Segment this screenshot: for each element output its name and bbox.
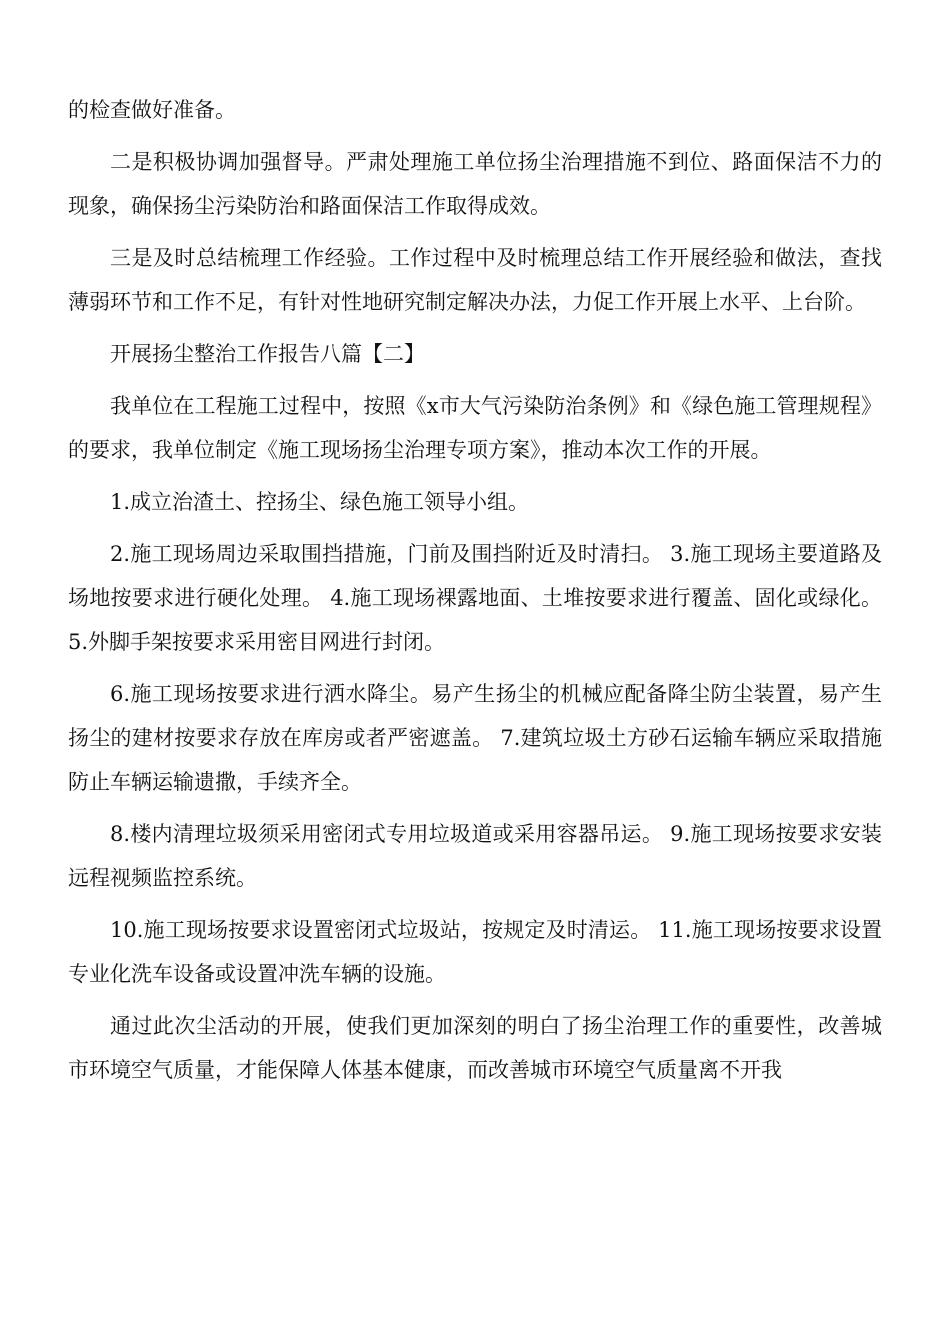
paragraph-continuation: 的检查做好准备。 <box>68 98 236 122</box>
paragraph-items-8-9: 8.楼内清理垃圾须采用密闭式专用垃圾道或采用容器吊运。 9.施工现场按要求安装远程视频监控系统。 <box>68 822 882 890</box>
paragraph-items-6-7: 6.施工现场按要求进行洒水降尘。易产生扬尘的机械应配备降尘防尘装置，易产生扬尘的建材按要求存放在库房或者严密遮盖。 7.建筑垃圾土方砂石运输车辆应采取措施防止车辆运输遗撒，手续齐全。 <box>68 682 882 794</box>
paragraph-items-2-5: 2.施工现场周边采取围挡措施，门前及围挡附近及时清扫。 3.施工现场主要道路及场地按要求进行硬化处理。 4.施工现场裸露地面、土堆按要求进行覆盖、固化或绿化。 5.外脚手架按要求采用密目网进行封闭。 <box>68 542 882 654</box>
paragraph-intro: 我单位在工程施工过程中，按照《x市大气污染防治条例》和《绿色施工管理规程》的要求，我单位制定《施工现场扬尘治理专项方案》，推动本次工作的开展。 <box>68 394 882 462</box>
section-heading: 开展扬尘整治工作报告八篇【二】 <box>110 342 425 366</box>
paragraph-point-three: 三是及时总结梳理工作经验。工作过程中及时梳理总结工作开展经验和做法，查找薄弱环节和工作不足，有针对性地研究制定解决办法，力促工作开展上水平、上台阶。 <box>68 246 882 314</box>
paragraph-point-two: 二是积极协调加强督导。严肃处理施工单位扬尘治理措施不到位、路面保洁不力的现象，确保扬尘污染防治和路面保洁工作取得成效。 <box>68 150 882 218</box>
document-body <box>68 88 882 1100</box>
paragraph-conclusion: 通过此次尘活动的开展，使我们更加深刻的明白了扬尘治理工作的重要性，改善城市环境空气质量，才能保障人体基本健康，而改善城市环境空气质量离不开我 <box>68 1014 882 1082</box>
paragraph-item-1: 1.成立治渣土、控扬尘、绿色施工领导小组。 <box>110 490 530 514</box>
paragraph-items-10-11: 10.施工现场按要求设置密闭式垃圾站，按规定及时清运。 11.施工现场按要求设置专业化洗车设备或设置冲洗车辆的设施。 <box>68 918 882 986</box>
